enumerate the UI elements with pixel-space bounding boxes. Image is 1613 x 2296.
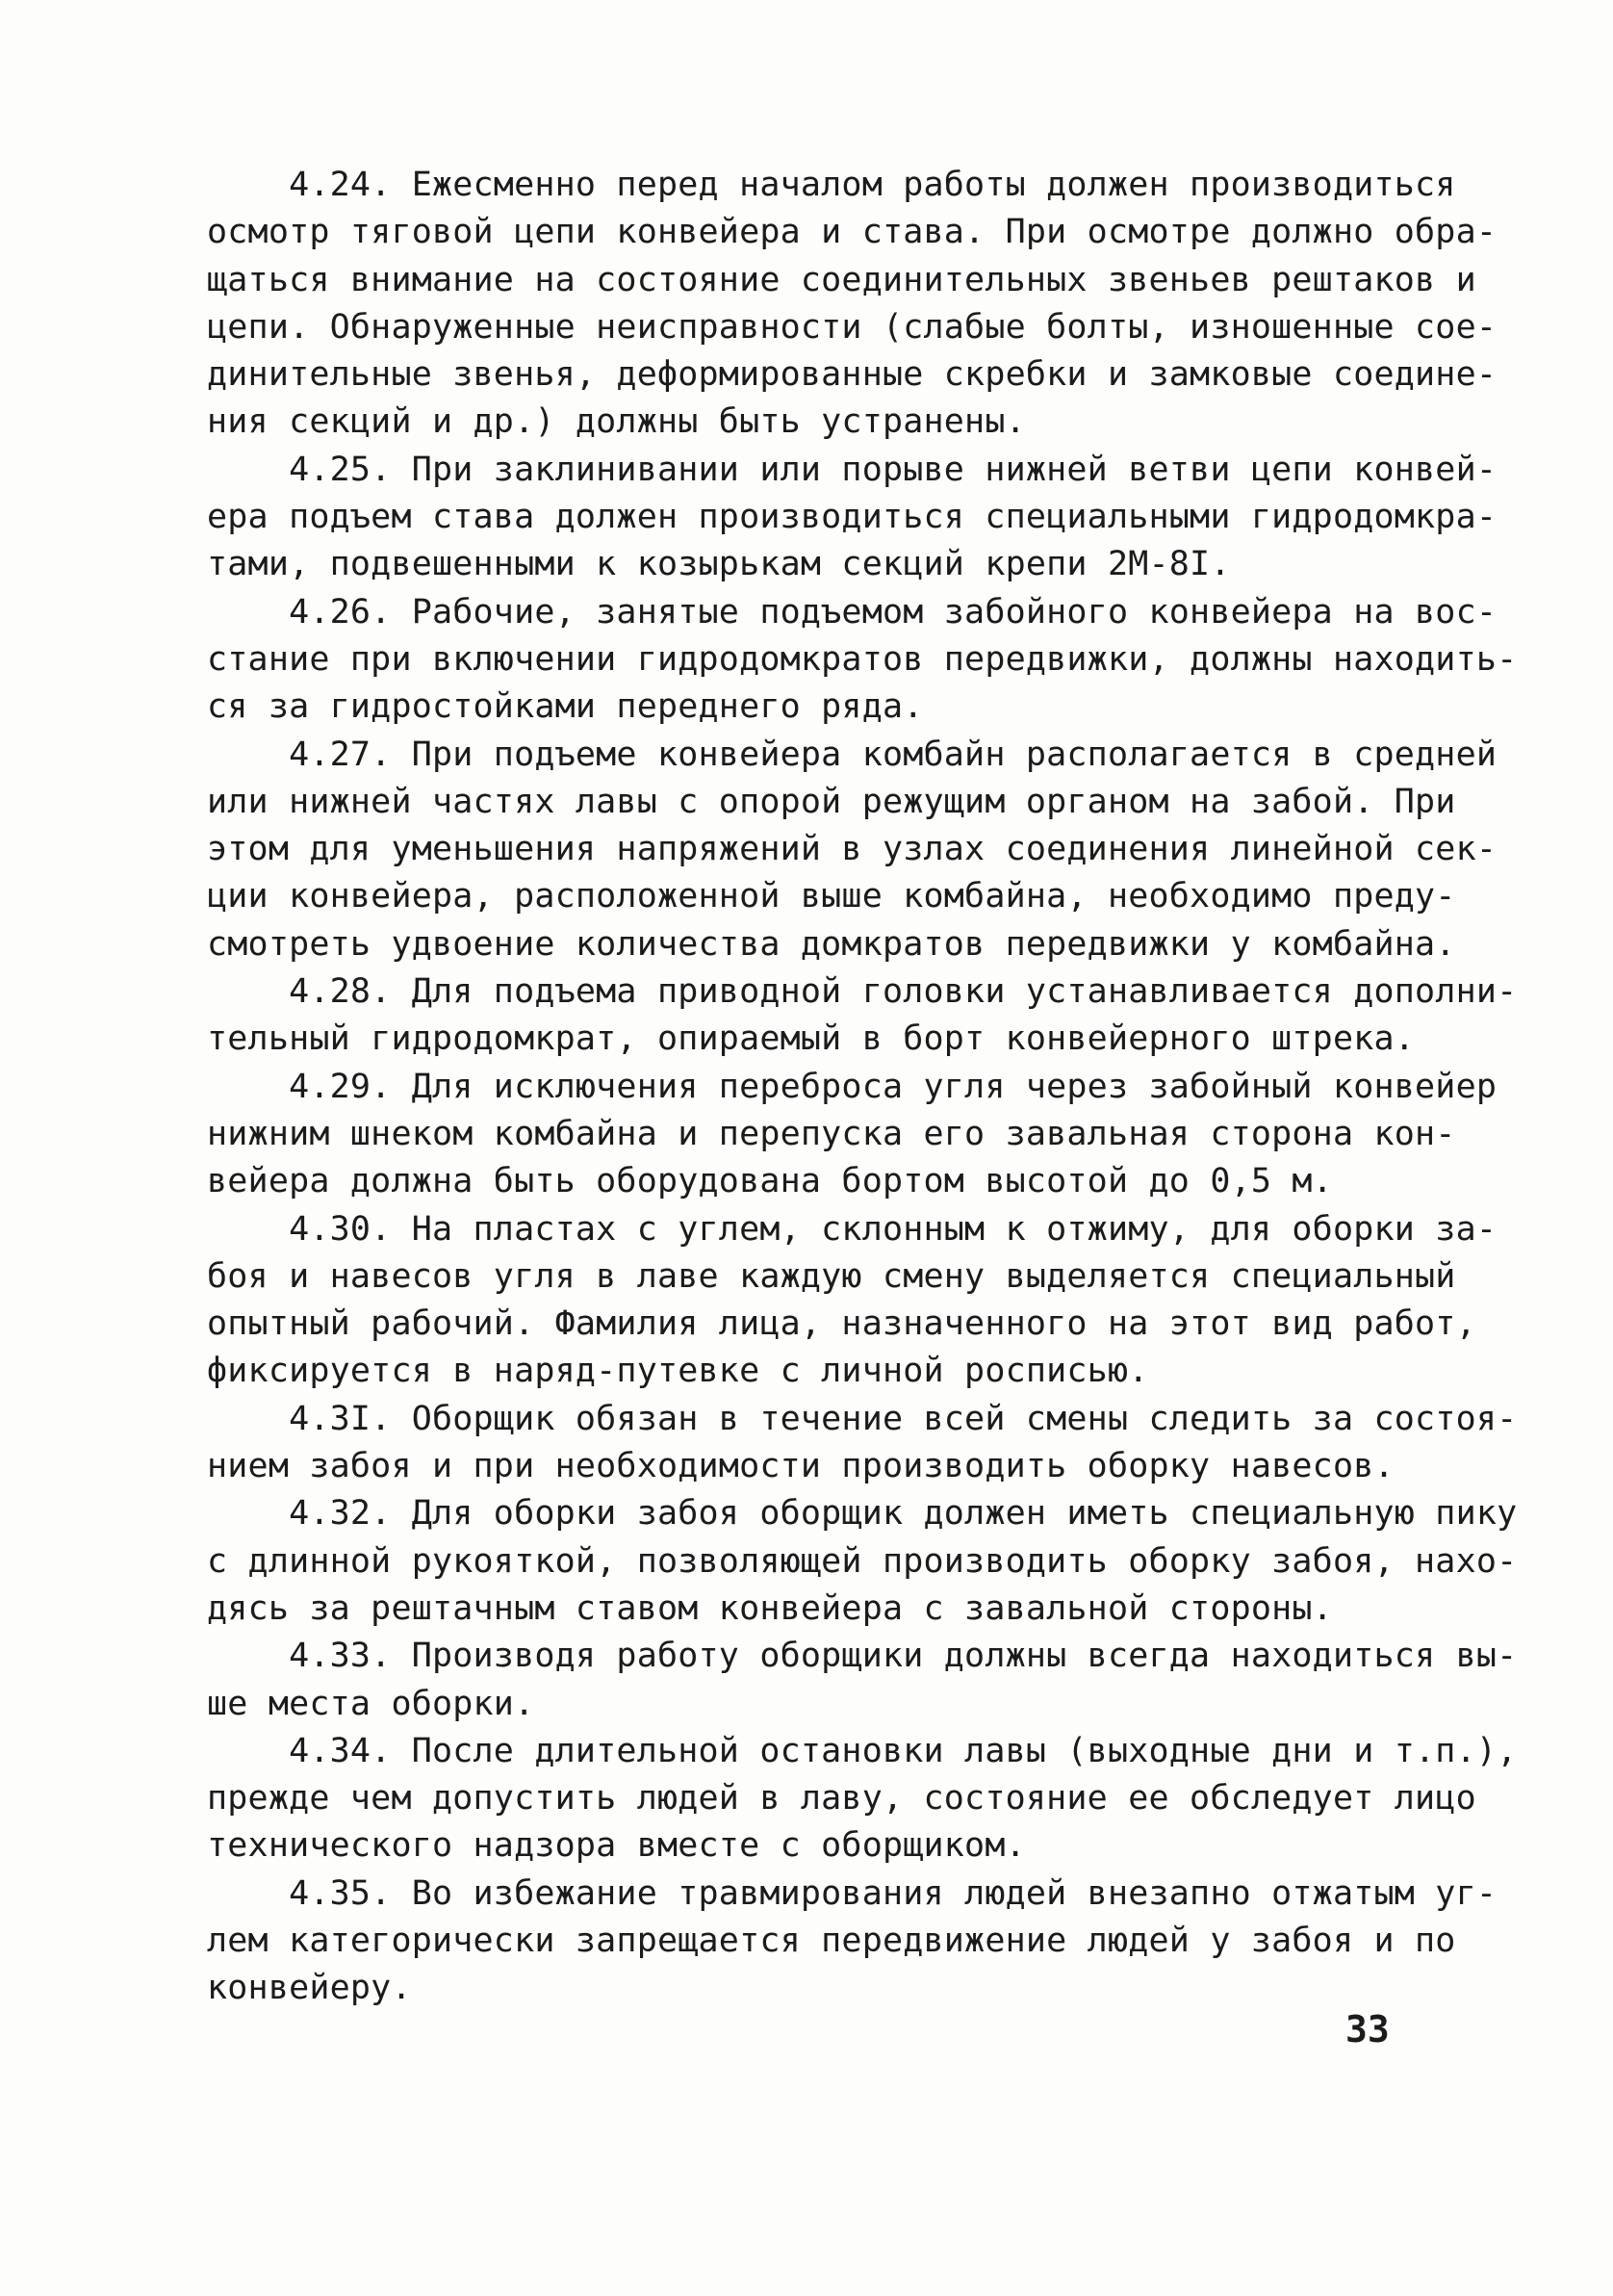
text-line: 4.33. Производя работу оборщики должны всегда находиться вы- [207, 1637, 1518, 1676]
text-line: этом для уменьшения напряжений в узлах соединения линейной сек- [207, 830, 1498, 869]
body-text [207, 162, 1518, 2013]
text-line: ся за гидростойками переднего ряда. [207, 687, 924, 727]
text-line: 4.26. Рабочие, занятые подъемом забойного конвейера на вос- [207, 592, 1498, 632]
text-line: щаться внимание на состояние соединительных звеньев рештаков и [207, 260, 1476, 299]
text-line: технического надзора вместе с оборщиком. [207, 1826, 1026, 1866]
text-line: тами, подвешенными к козырькам секций крепи 2М-8I. [207, 545, 1231, 584]
text-line: 4.28. Для подъема приводной головки устанавливается дополни- [207, 972, 1518, 1012]
text-line: опытный рабочий. Фамилия лица, назначенного на этот вид работ, [207, 1304, 1476, 1344]
page-number: 33 [1345, 2008, 1390, 2051]
text-line: смотреть удвоение количества домкратов передвижки у комбайна. [207, 924, 1456, 964]
text-line: фиксируется в наряд-путевке с личной росписью. [207, 1352, 1149, 1391]
text-line: 4.29. Для исключения переброса угля через забойный конвейер [207, 1067, 1498, 1106]
text-line: с длинной рукояткой, позволяющей производить оборку забоя, нахо- [207, 1541, 1518, 1581]
text-line: дясь за рештачным ставом конвейера с завальной стороны. [207, 1588, 1333, 1628]
text-line: ше места оборки. [207, 1684, 535, 1723]
text-line: вейера должна быть оборудована бортом высотой до 0,5 м. [207, 1162, 1333, 1201]
text-line: 4.3I. Оборщик обязан в течение всей смены следить за состоя- [207, 1399, 1518, 1438]
text-line: тельный гидродомкрат, опираемый в борт конвейерного штрека. [207, 1019, 1416, 1059]
text-line: ции конвейера, расположенной выше комбайна, необходимо преду- [207, 877, 1456, 916]
text-line: осмотр тяговой цепи конвейера и става. При осмотре должно обра- [207, 213, 1498, 252]
text-line: 4.34. После длительной остановки лавы (выходные дни и т.п.), [207, 1731, 1518, 1770]
text-line: 4.25. При заклинивании или порыве нижней ветви цепи конвей- [207, 450, 1498, 489]
text-line: боя и навесов угля в лаве каждую смену выделяется специальный [207, 1256, 1456, 1296]
text-line: динительные звенья, деформированные скребки и замковые соедине- [207, 355, 1498, 395]
text-line: лем категорически запрещается передвижение людей у забоя и по [207, 1921, 1456, 1960]
text-line: 4.30. На пластах с углем, склонным к отжиму, для оборки за- [207, 1209, 1498, 1249]
text-line: 4.27. При подъеме конвейера комбайн располагается в средней [207, 735, 1498, 774]
text-line: ния секций и др.) должны быть устранены. [207, 402, 1026, 442]
text-line: 4.35. Во избежание травмирования людей внезапно отжатым уг- [207, 1873, 1498, 1913]
text-line: цепи. Обнаруженные неисправности (слабые болты, изношенные сое- [207, 307, 1498, 347]
text-line: или нижней частях лавы с опорой режущим органом на забой. При [207, 782, 1456, 821]
text-line: нием забоя и при необходимости производить оборку навесов. [207, 1447, 1395, 1486]
text-line: конвейеру. [207, 1969, 412, 2008]
text-line: прежде чем допустить людей в лаву, состояние ее обследует лицо [207, 1779, 1476, 1819]
text-line: нижним шнеком комбайна и перепуска его завальная сторона кон- [207, 1114, 1456, 1153]
text-line: 4.32. Для оборки забоя оборщик должен иметь специальную пику [207, 1494, 1518, 1534]
text-line: стание при включении гидродомкратов передвижки, должны находить- [207, 639, 1518, 679]
text-line: ера подъем става должен производиться специальными гидродомкра- [207, 498, 1498, 537]
text-line: 4.24. Ежесменно перед началом работы должен производиться [207, 166, 1456, 204]
